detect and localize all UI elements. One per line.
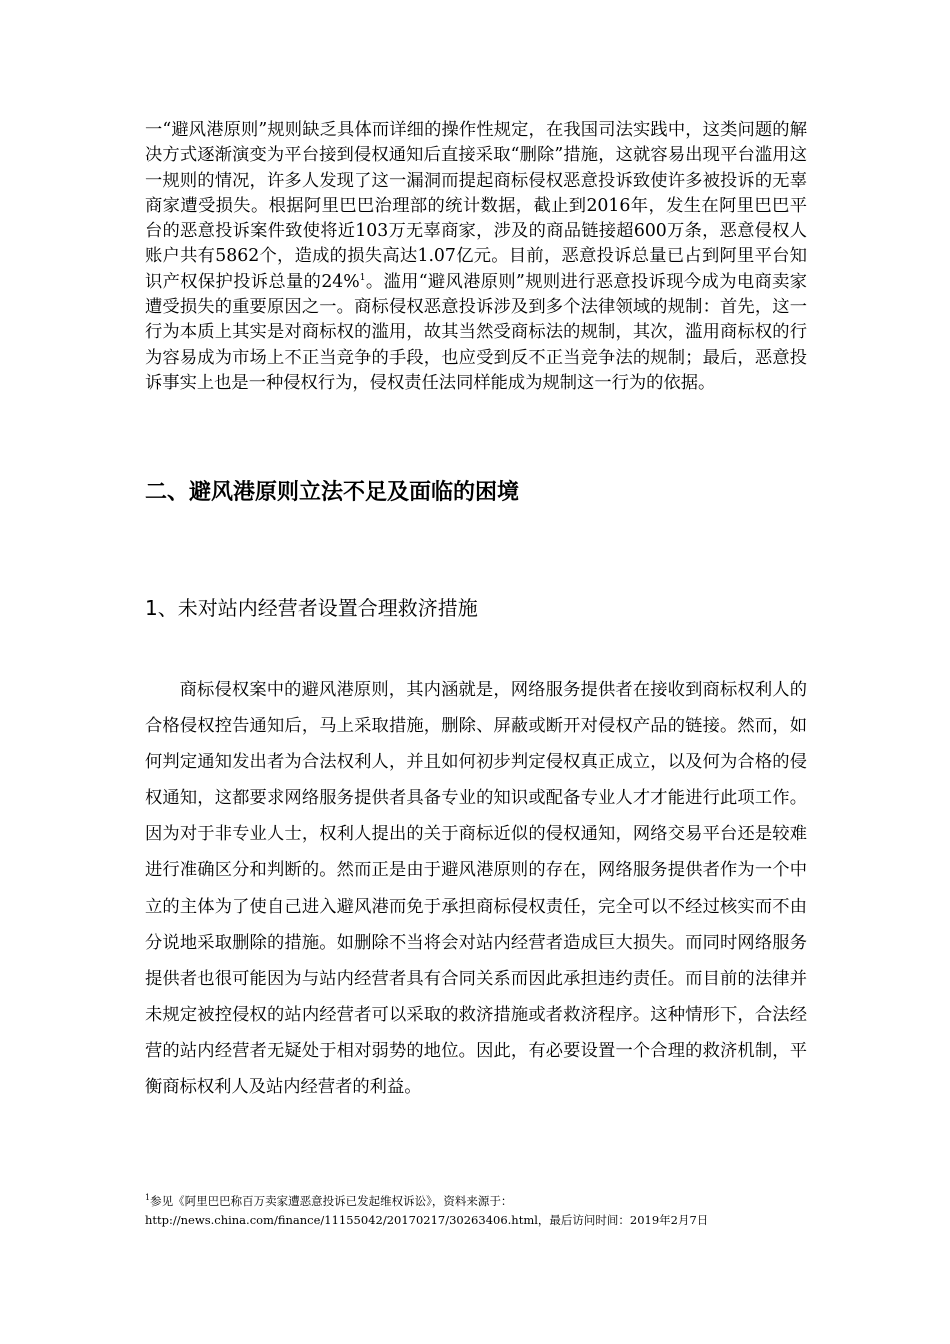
body-paragraph-1 xyxy=(145,118,807,396)
body-paragraph-2: 商标侵权案中的避风港原则，其内涵就是，网络服务提供者在接收到商标权利人的合格侵权控告通知后，马上采取措施，删除、屏蔽或断开对侵权产品的链接。然而，如何判定通知发出者为合法权利人，并且如何初步判定侵权真正成立，以及何为合格的侵权通知，这都要求网络服务提供者具备专业的知识或配备专业人才才能进行此项工作。因为对于非专业人士，权利人提出的关于商标近似的侵权通知，网络交易平台还是较难进行准确区分和判断的。然而正是由于避风港原则的存在，网络服务提供者作为一个中立的主体为了使自己进入避风港而免于承担商标侵权责任，完全可以不经过核实而不由分说地采取删除的措施。如删除不当将会对站内经营者造成巨大损失。而同时网络服务提供者也很可能因为与站内经营者具有合同关系而因此承担违约责任。而目前的法律并未规定被控侵权的站内经营者可以采取的救济措施或者救济程序。这种情形下，合法经营的站内经营者无疑处于相对弱势的地位。因此，有必要设置一个合理的救济机制，平衡商标权利人及站内经营者的利益。 xyxy=(145,680,807,1098)
footnote-text: 参见《阿里巴巴称百万卖家遭恶意投诉已发起维权诉讼》，资料来源于：http://news.china.com/finance/11155042/20170217/30263406.html，最后访问时间：2019年2月7日 xyxy=(145,1194,709,1227)
footnote-reference[interactable]: 1 xyxy=(359,273,366,284)
footnote-mark: 1 xyxy=(145,1193,151,1203)
section-heading: 二、避风港原则立法不足及面临的困境 xyxy=(145,480,520,505)
footnote xyxy=(145,1192,807,1230)
subsection-heading: 1、未对站内经营者设置合理救济措施 xyxy=(145,596,478,620)
paragraph-1-text-a: 一“避风港原则”规则缺乏具体而详细的操作性规定，在我国司法实践中，这类问题的解决方式逐渐演变为平台接到侵权通知后直接采取“删除”措施，这就容易出现平台滥用这一规则的情况，许多人发现了这一漏洞而提起商标侵权恶意投诉致使许多被投诉的无辜商家遭受损失。根据阿里巴巴治理部的统计数据，截止到2016年，发生在阿里巴巴平台的恶意投诉案件致使将近103万无辜商家，涉及的商品链接超600万条，恶意侵权人账户共有5862个，造成的损失高达1.07亿元。目前，恶意投诉总量已占到阿里平台知识产权保护投诉总量的24% xyxy=(145,120,807,292)
paragraph-1-text-b: 。滥用“避风港原则”规则进行恶意投诉现今成为电商卖家遭受损失的重要原因之一。商标侵权恶意投诉涉及到多个法律领域的规制：首先，这一行为本质上其实是对商标权的滥用，故其当然受商标法的规制，其次，滥用商标权的行为容易成为市场上不正当竞争的手段，也应受到反不正当竞争法的规制；最后，恶意投诉事实上也是一种侵权行为，侵权责任法同样能成为规制这一行为的依据。 xyxy=(145,271,807,393)
